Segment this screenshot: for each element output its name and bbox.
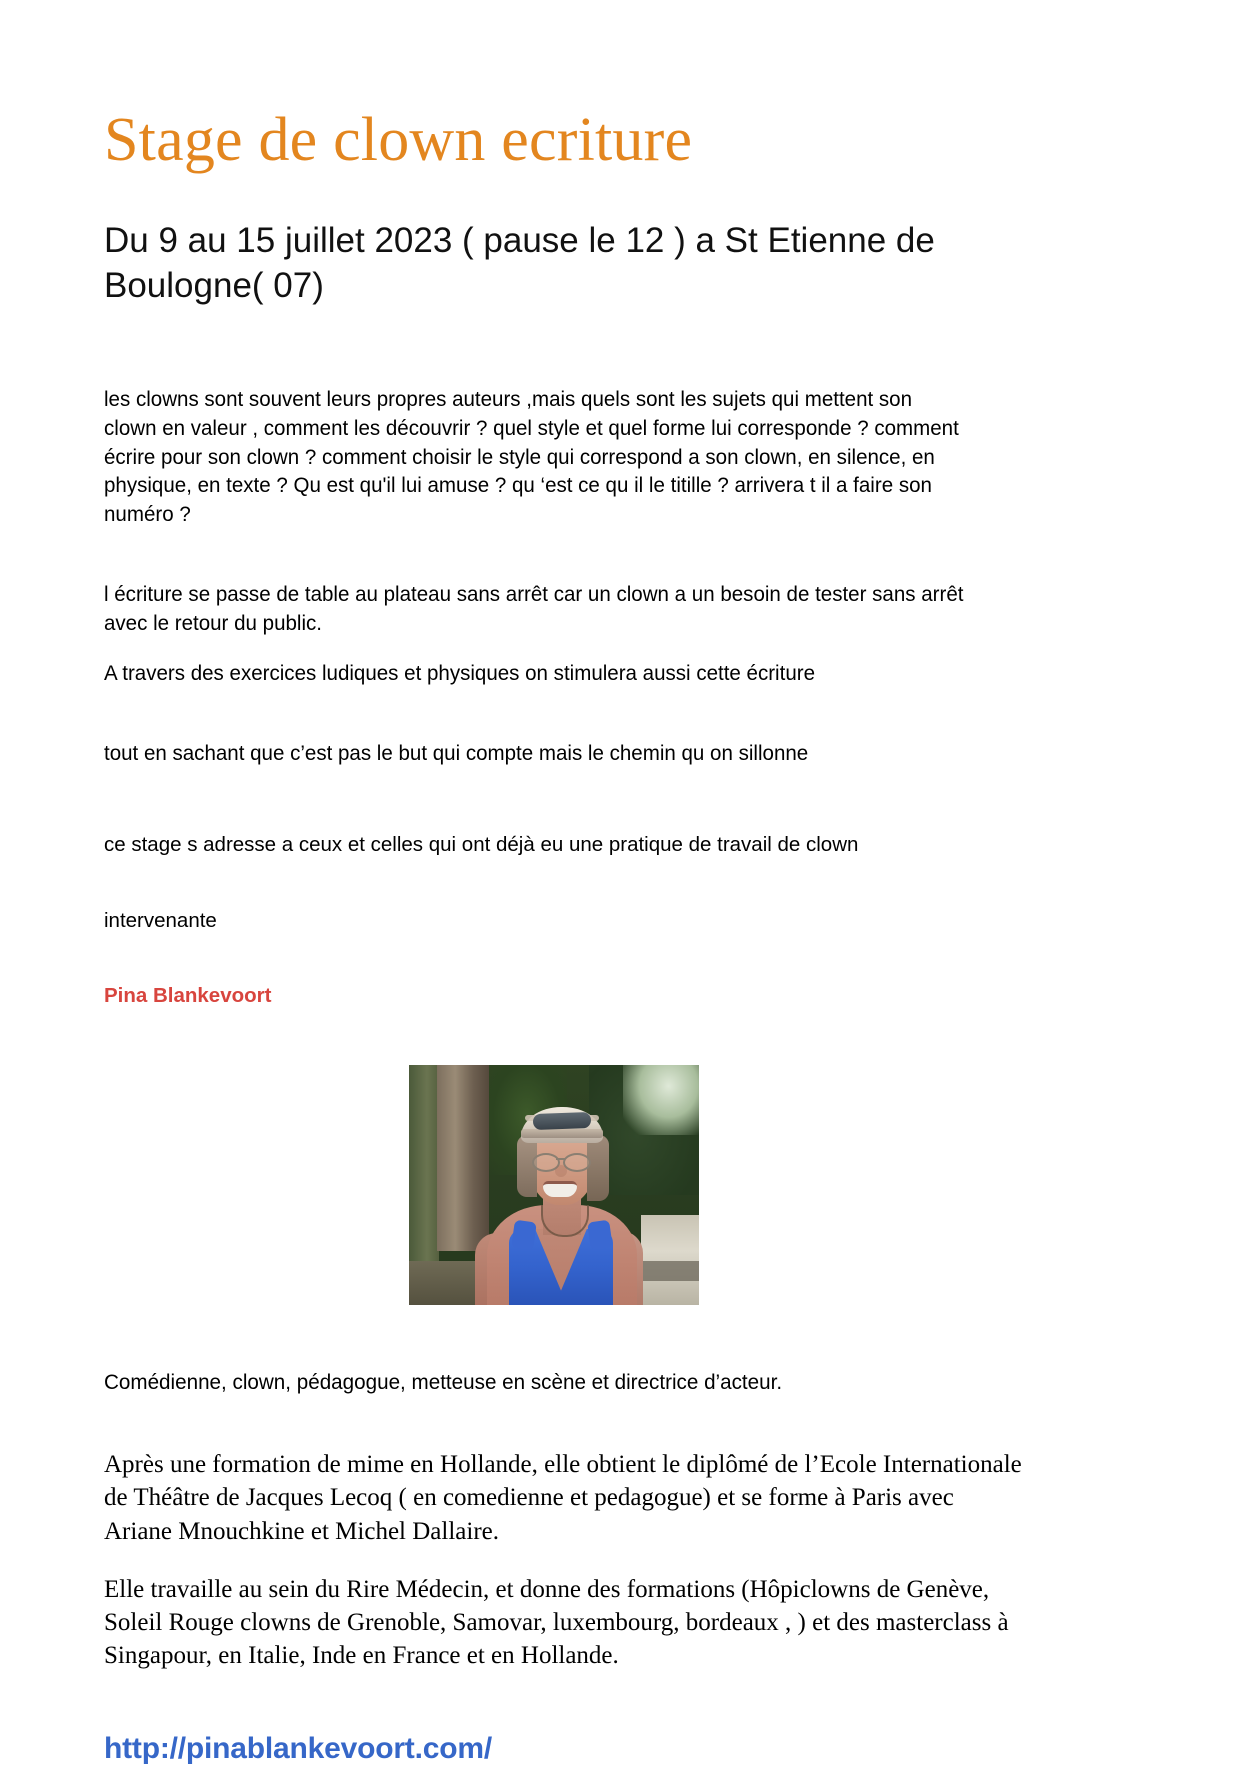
photo-eyeglass-bridge [556, 1158, 565, 1160]
photo-smile [543, 1181, 577, 1197]
photo-wall-shadow [641, 1261, 699, 1281]
presenter-name: Pina Blankevoort [104, 984, 272, 1008]
bio-paragraph-1: Après une formation de mime en Hollande, elle obtient le diplômé de l’Ecole Internationale de Théâtre de Jacques Lecoq ( en comedienne et pedagogue) et se forme à Paris avec Ariane Mnouchkine et Michel Dallaire. [104, 1451, 1022, 1545]
photo-tree-edge [409, 1065, 439, 1265]
page-title: Stage de clown ecriture [104, 106, 693, 174]
page-subtitle: Du 9 au 15 juillet 2023 ( pause le 12 ) a St Etienne de Boulogne( 07) [104, 221, 935, 305]
photo-nose [555, 1165, 567, 1177]
paragraph-ecriture-line1: l écriture se passe de table au plateau sans arrêt car un clown a un besoin de tester sans arrêt avec le retour du public. [104, 581, 964, 635]
paragraph-chemin: tout en sachant que c’est pas le but qui compte mais le chemin qu on sillonne [104, 740, 809, 765]
photo-eyeglass-right [563, 1153, 591, 1172]
document-content [104, 0, 1104, 1766]
photo-wall [641, 1215, 699, 1305]
photo-caption: Comédienne, clown, pédagogue, metteuse en scène et directrice d’acteur. [104, 1370, 783, 1395]
photo-sky-highlight [623, 1065, 699, 1135]
photo-strap-right [587, 1219, 613, 1250]
website-link[interactable]: http://pinablankevoort.com/ [104, 1731, 492, 1765]
photo-strap-left [511, 1219, 537, 1250]
paragraph-intro: les clowns sont souvent leurs propres auteurs ,mais quels sont les sujets qui mettent son clown en valeur , comment les découvrir ? quel style et quel forme lui corresponde ? comment écrire pour son clown ? comment choisir le style qui correspond a son clown, en silence, en physique, en texte ? Qu est qu'il lui amuse ? qu ‘est ce qu il le titille ? arrivera t il a faire son numéro ? [104, 387, 959, 526]
paragraph-intervenante-label: intervenante [104, 908, 217, 932]
portrait-photo [409, 1065, 699, 1305]
bio-paragraph-2: Elle travaille au sein du Rire Médecin, et donne des formations (Hôpiclowns de Genève, Soleil Rouge clowns de Grenoble, Samovar, luxembourg, bordeaux , ) et des masterclass à Singapour, en Italie, Inde en France et en Hollande. [104, 1575, 1009, 1670]
photo-sunglasses-on-cap [533, 1112, 592, 1130]
photo-tree-trunk [437, 1065, 489, 1251]
portrait-photo-container [104, 1029, 1004, 1305]
photo-hair-right [587, 1135, 609, 1201]
paragraph-ecriture-line2: A travers des exercices ludiques et physiques on stimulera aussi cette écriture [104, 660, 816, 685]
paragraph-audience: ce stage s adresse a ceux et celles qui ont déjà eu une pratique de travail de clown [104, 832, 859, 856]
photo-cap-band [521, 1129, 603, 1138]
